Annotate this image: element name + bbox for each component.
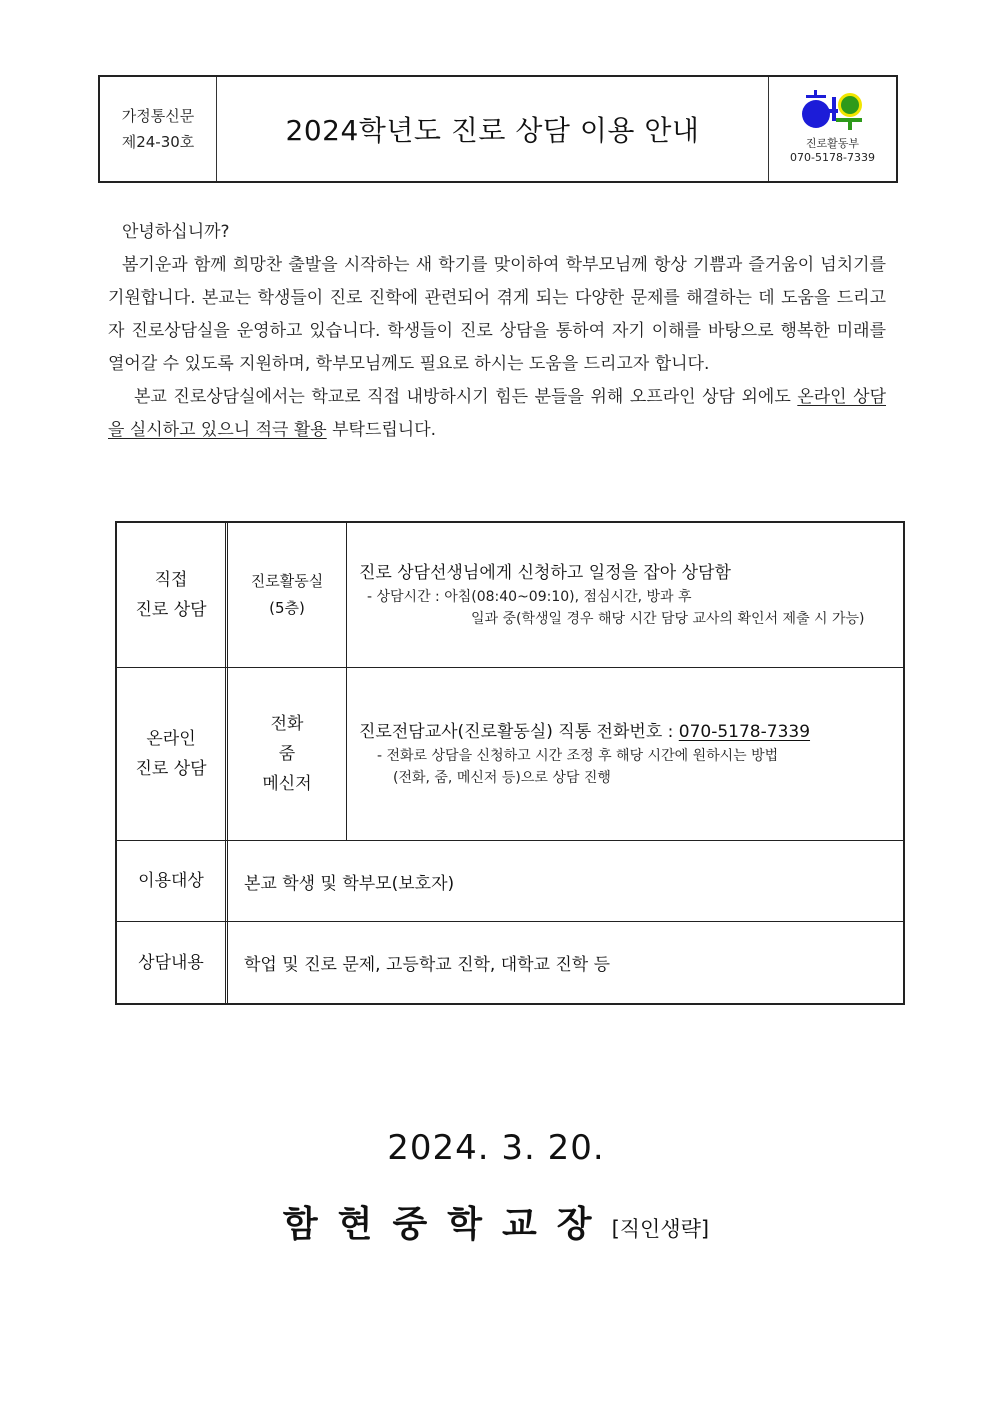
- paragraph-online: [108, 381, 886, 447]
- row-label-line: 직접: [154, 570, 188, 590]
- row-place: [228, 523, 347, 667]
- paragraph-online-text: 본교 진로상담실에서는 학교로 직접 내방하시기 힘든 분들을 위해 오프라인 상담 외에도: [134, 387, 791, 407]
- place-floor: (5층): [269, 599, 305, 617]
- description-main: [359, 719, 893, 745]
- paragraph-online-closing: 부탁드립니다.: [332, 420, 437, 440]
- signature-line: [0, 1196, 992, 1247]
- row-label: [117, 523, 225, 667]
- place-name: 진로활동실: [250, 572, 324, 590]
- row-description: [347, 668, 903, 840]
- row-label: 상담내용: [138, 952, 204, 973]
- counseling-table: [115, 521, 905, 1005]
- dept-phone: 070-5178-7339: [790, 151, 875, 164]
- table-row-target: [117, 841, 903, 922]
- online-emphasis: 온라인 상담을 실시하고 있으니 적극 활용: [108, 387, 886, 440]
- description-sub: 일과 중(학생일 경우 해당 시간 담당 교사의 확인서 제출 시 가능): [471, 611, 865, 627]
- direct-phone-number: 070-5178-7339: [678, 722, 811, 742]
- notice-type: 가정통신문: [121, 107, 195, 125]
- row-value: 본교 학생 및 학부모(보호자): [244, 873, 455, 894]
- school-logo-icon: [802, 87, 864, 131]
- paragraph-intro: 봄기운과 함께 희망찬 출발을 시작하는 새 학기를 맞이하여 학부모님께 항상 기쁨과 즐거움이 넘치기를 기원합니다. 본교는 학생들이 진로 진학에 관련되어 겪게 되는 다양한 문제를 해결하는 데 도움을 드리고자 진로상담실을 운영하고 있습니다. 학생들이 진로 상담을 통하여 자기 이해를 바탕으로 행복한 미래를 열어갈 수 있도록 지원하며, 학부모님께도 필요로 하시는 도움을 드리고자 합니다.: [108, 255, 886, 374]
- method-zoom: 줌: [278, 744, 296, 764]
- letter-body: [108, 216, 886, 447]
- row-label: [117, 668, 225, 840]
- method-phone: 전화: [270, 714, 304, 734]
- table-row-online: [117, 668, 903, 841]
- description-sub: - 전화로 상담을 신청하고 시간 조정 후 해당 시간에 원하시는 방법: [377, 748, 779, 764]
- principal-name: 함현중학교장: [282, 1204, 612, 1245]
- issue-date: 2024. 3. 20.: [387, 1128, 605, 1168]
- greeting: 안녕하십니까?: [122, 222, 230, 242]
- seal-note: [직인생략]: [611, 1217, 710, 1241]
- row-label: 이용대상: [138, 871, 204, 891]
- notice-header: [98, 75, 898, 183]
- description-sub: (전화, 줌, 메신저 등)으로 상담 진행: [393, 770, 611, 786]
- table-row-content: [117, 922, 903, 1003]
- row-label-line: 진로 상담: [135, 759, 207, 779]
- notice-number: 제24-30호: [121, 133, 195, 151]
- dept-name: 진로활동부: [805, 137, 860, 150]
- table-row-direct: [117, 523, 903, 668]
- phone-label: 진로전담교사(진로활동실) 직통 전화번호 :: [359, 722, 679, 742]
- description-main: 진로 상담선생님에게 신청하고 일정을 잡아 상담함: [359, 563, 731, 583]
- row-methods: [228, 668, 347, 840]
- dept-info: [768, 77, 896, 181]
- page-title: 2024학년도 진로 상담 이용 안내: [285, 114, 700, 147]
- row-label-line: 진로 상담: [135, 600, 207, 620]
- description-sub: - 상담시간 : 아침(08:40~09:10), 점심시간, 방과 후: [367, 589, 692, 605]
- row-value: 학업 및 진로 문제, 고등학교 진학, 대학교 진학 등: [244, 955, 611, 975]
- notice-info: [100, 77, 217, 181]
- row-label-line: 온라인: [146, 729, 196, 749]
- row-description: [347, 523, 903, 667]
- method-messenger: 메신저: [262, 774, 312, 794]
